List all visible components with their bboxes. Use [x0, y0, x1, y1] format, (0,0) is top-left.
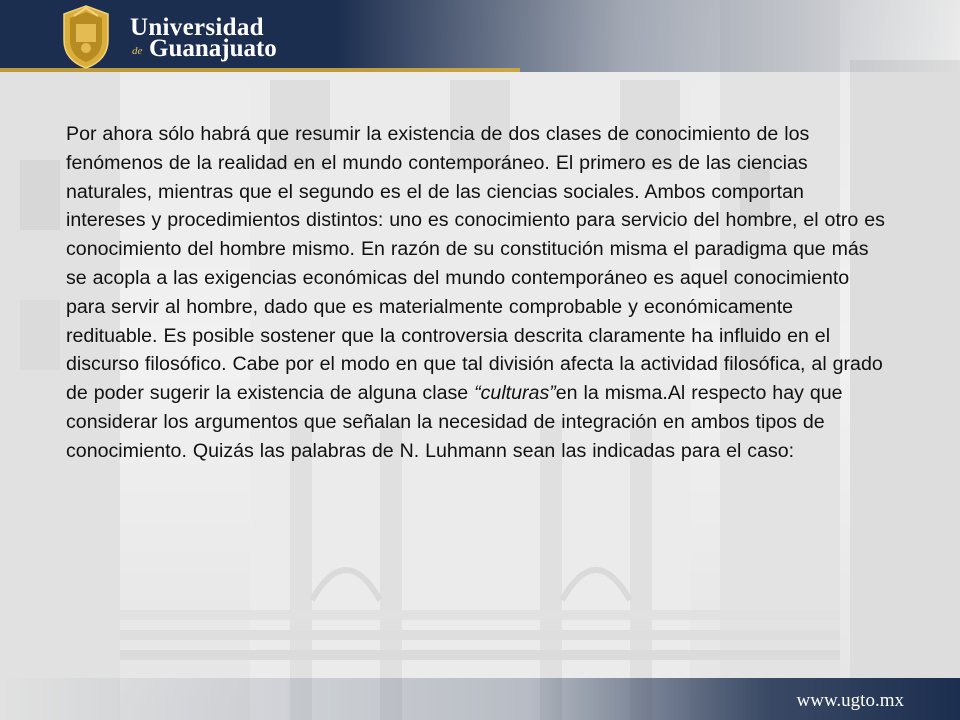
logo-text-de: de — [132, 45, 143, 57]
university-crest-icon — [60, 4, 112, 70]
paragraph-text-after-quote: en la misma.Al respecto hay que considerar los argumentos que señalan la necesidad de integración en ambos tipos de conocimiento. Quizás las palabras de N. Luhmann sean las indicadas para el caso: — [66, 382, 843, 462]
footer-website-url: www.ugto.mx — [796, 690, 904, 711]
quoted-term-culturas: “culturas” — [474, 382, 556, 405]
main-paragraph — [66, 120, 886, 466]
logo-text-guanajuato: Guanajuato — [149, 35, 277, 62]
paragraph-text-before-quote: Por ahora sólo habrá que resumir la existencia de dos clases de conocimiento de los fenómenos de la realidad en el mundo contemporáneo. El primero es de las ciencias naturales, mientras que el segundo es el de las ciencias sociales. Ambos comportan intereses y procedimientos distintos: uno es conocimiento para servicio del hombre, el otro es conocimiento del hombre mismo. En razón de su constitución misma el paradigma que más se acopla a las exigencias económicas del mundo contemporáneo es aquel conocimiento para servir al hombre, dado que es materialmente comprobable y económicamente redituable. Es posible sostener que la controversia descrita claramente ha influido en el discurso filosófico. Cabe por el modo en que tal división afecta la actividad filosófica, al grado de poder sugerir la existencia de alguna clase — [66, 123, 885, 405]
logo-text-universidad: Universidad — [130, 14, 264, 41]
